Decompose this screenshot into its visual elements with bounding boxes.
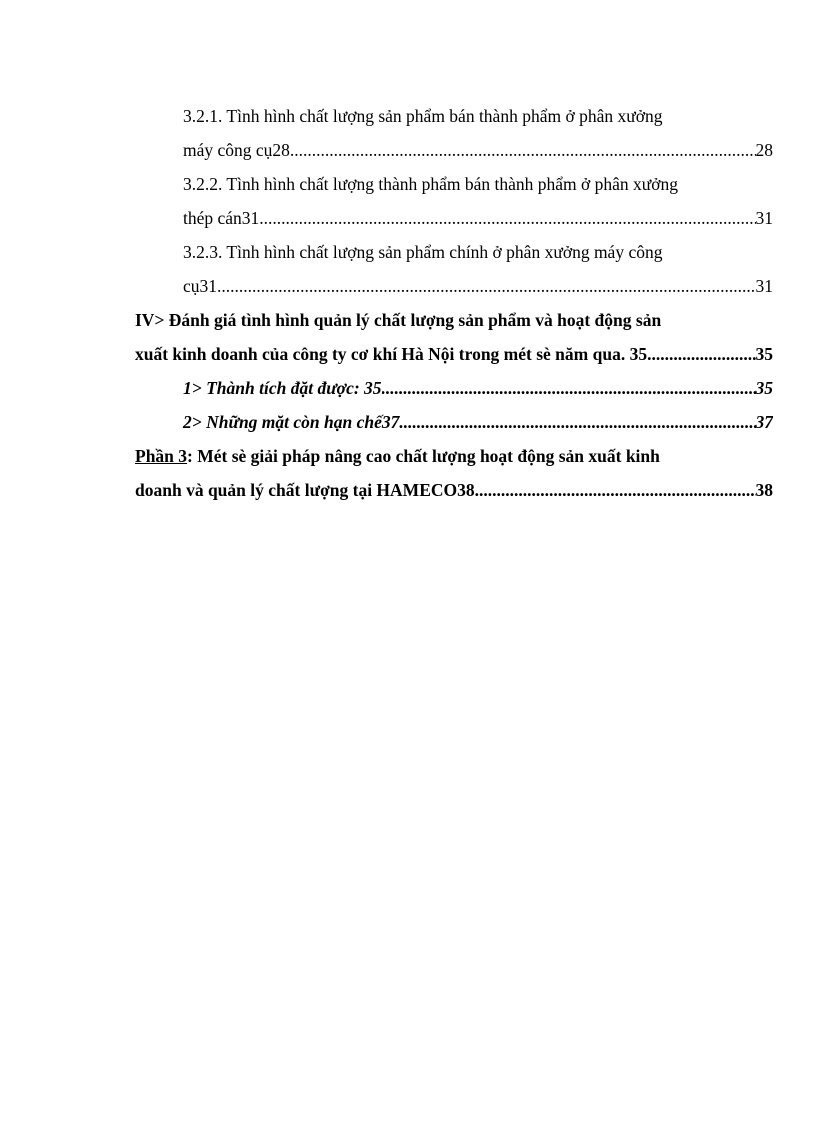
toc-entry-text: 3.2.2. Tình hình chất lượng thành phẩm bán thành phẩm ở phân xưởng [183,174,679,194]
page-number: 35 [755,344,773,364]
toc-entry-3-2-1-line1[interactable] [135,99,773,133]
dot-leader [475,473,756,507]
toc-entry-3-2-1-line2[interactable] [135,133,773,167]
table-of-contents [135,99,773,507]
toc-entry-3-2-3-line2[interactable] [135,269,773,303]
part-label: Phần 3 [135,446,188,466]
toc-entry-text [135,439,660,473]
toc-entry-text: cụ31 [183,276,218,296]
page-number: 37 [755,412,773,432]
dot-leader [259,201,755,235]
page-number: 35 [755,378,773,398]
page-number: 31 [755,208,773,228]
dot-leader [399,405,755,439]
dot-leader [382,371,756,405]
toc-entry-text: 3.2.3. Tình hình chất lượng sản phẩm chính ở phân xưởng máy công [183,242,663,262]
toc-entry-3-2-2-line1[interactable] [135,167,773,201]
toc-entry-text: máy công cụ28 [183,140,290,160]
dot-leader [290,133,756,167]
toc-entry-2[interactable] [135,405,773,439]
dot-leader [217,269,755,303]
toc-entry-3-2-3-line1[interactable] [135,235,773,269]
page-number: 28 [755,140,773,160]
page-number: 38 [755,480,773,500]
toc-entry-phan-3-line1[interactable] [135,439,773,473]
dot-leader [647,337,755,371]
toc-entry-text: 2> Những mặt còn hạn chế37 [183,412,400,432]
toc-entry-3-2-2-line2[interactable] [135,201,773,235]
toc-entry-text: doanh và quản lý chất lượng tại HAMECO38 [135,480,475,500]
toc-entry-text: thép cán31 [183,208,260,228]
toc-entry-text: IV> Đánh giá tình hình quản lý chất lượng sản phẩm và hoạt động sản [135,310,662,330]
toc-entry-text: xuất kinh doanh của công ty cơ khí Hà Nội trong mét sè năm qua. 35 [135,344,648,364]
toc-entry-iv-line1[interactable] [135,303,773,337]
toc-entry-text: 1> Thành tích đặt được: 35 [183,378,382,398]
toc-entry-text: 3.2.1. Tình hình chất lượng sản phẩm bán thành phẩm ở phân xưởng [183,106,663,126]
toc-entry-iv-line2[interactable] [135,337,773,371]
page-number: 31 [755,276,773,296]
toc-entry-1[interactable] [135,371,773,405]
toc-entry-title: : Mét sè giải pháp nâng cao chất lượng hoạt động sản xuất kinh [187,446,660,466]
toc-entry-phan-3-line2[interactable] [135,473,773,507]
